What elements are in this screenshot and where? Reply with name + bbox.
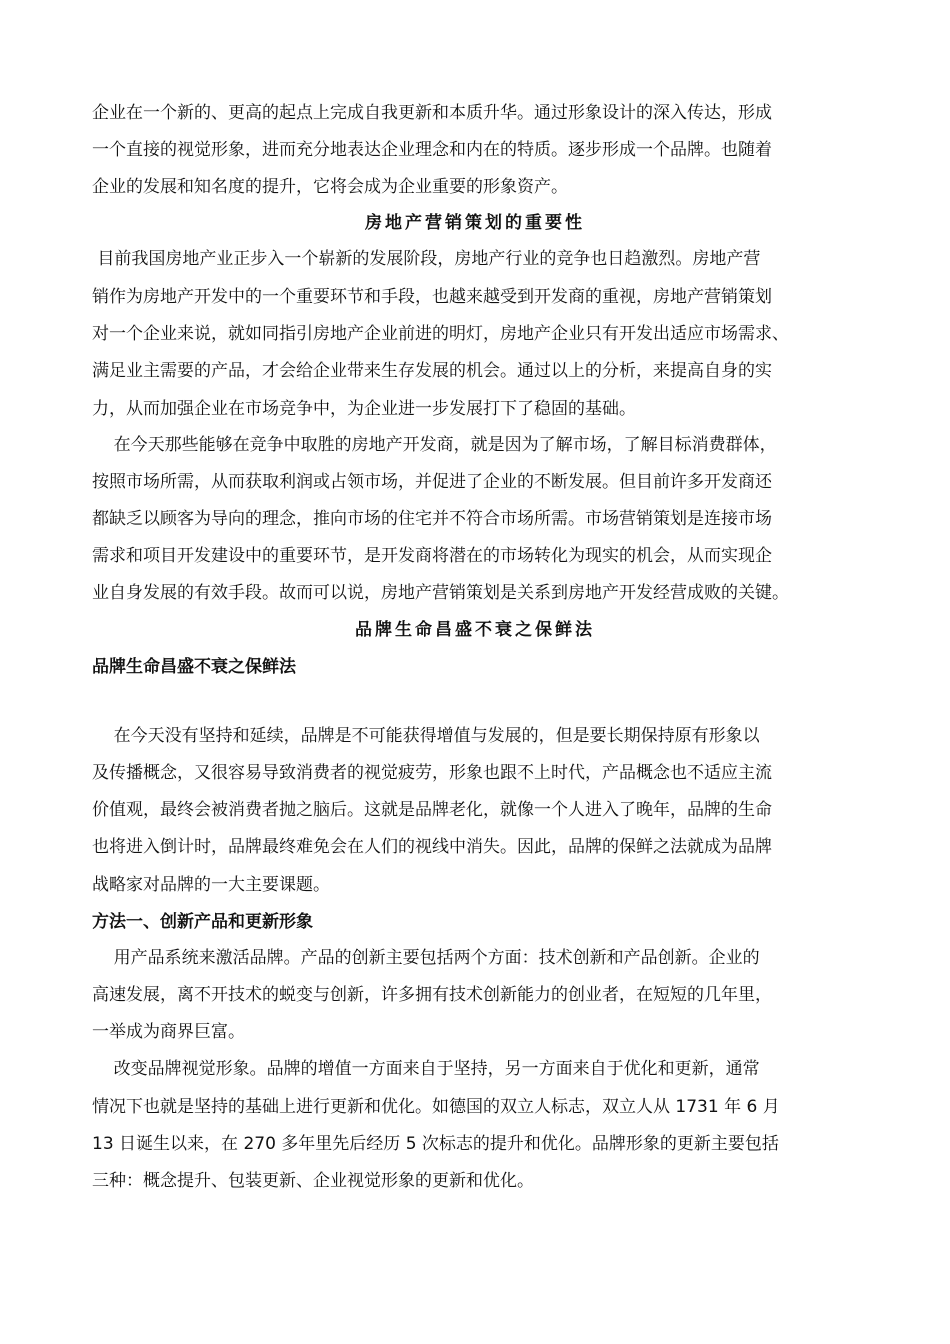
body-line: 及传播概念，又很容易导致消费者的视觉疲劳，形象也跟不上时代，产品概念也不适应主流 — [92, 763, 772, 783]
body-line: 力，从而加强企业在市场竞争中，为企业进一步发展打下了稳固的基础。 — [92, 399, 636, 419]
body-line: 价值观，最终会被消费者抛之脑后。这就是品牌老化，就像一个人进入了晚年，品牌的生命 — [92, 800, 772, 820]
body-line: 都缺乏以顾客为导向的理念，推向市场的住宅并不符合市场所需。市场营销策划是连接市场 — [92, 509, 772, 529]
section-subtitle: 品牌生命昌盛不衰之保鲜法 — [92, 657, 296, 677]
intro-line: 一个直接的视觉形象，进而充分地表达企业理念和内在的特质。逐步形成一个品牌。也随着 — [92, 140, 772, 160]
intro-line: 企业在一个新的、更高的起点上完成自我更新和本质升华。通过形象设计的深入传达，形成 — [92, 103, 772, 123]
body-line: 业自身发展的有效手段。故而可以说，房地产营销策划是关系到房地产开发经营成败的关键。 — [92, 583, 789, 603]
body-line: 目前我国房地产业正步入一个崭新的发展阶段，房地产行业的竞争也日趋激烈。房地产营 — [92, 249, 761, 269]
body-line: 一举成为商界巨富。 — [92, 1022, 245, 1042]
body-line: 改变品牌视觉形象。品牌的增值一方面来自于坚持，另一方面来自于优化和更新，通常 — [92, 1059, 760, 1079]
intro-line: 企业的发展和知名度的提升，它将会成为企业重要的形象资产。 — [92, 177, 568, 197]
body-line: 按照市场所需，从而获取利润或占领市场，并促进了企业的不断发展。但目前许多开发商还 — [92, 472, 772, 492]
body-line: 三种：概念提升、包装更新、企业视觉形象的更新和优化。 — [92, 1171, 534, 1191]
body-line: 战略家对品牌的一大主要课题。 — [92, 875, 330, 895]
body-line: 满足业主需要的产品，才会给企业带来生存发展的机会。通过以上的分析，来提高自身的实 — [92, 361, 772, 381]
body-line: 也将进入倒计时，品牌最终难免会在人们的视线中消失。因此，品牌的保鲜之法就成为品牌 — [92, 837, 772, 857]
body-line: 13 日诞生以来，在 270 多年里先后经历 5 次标志的提升和优化。品牌形象的更新主要包括 — [92, 1134, 779, 1154]
body-line: 情况下也就是坚持的基础上进行更新和优化。如德国的双立人标志，双立人从 1731 年 6 月 — [92, 1097, 780, 1117]
body-line: 销作为房地产开发中的一个重要环节和手段，也越来越受到开发商的重视，房地产营销策划 — [92, 287, 772, 307]
body-line: 对一个企业来说，就如同指引房地产企业前进的明灯，房地产企业只有开发出适应市场需求、 — [92, 324, 789, 344]
section-title: 品牌生命昌盛不衰之保鲜法 — [355, 620, 595, 640]
body-line: 高速发展，离不开技术的蜕变与创新，许多拥有技术创新能力的创业者，在短短的几年里， — [92, 985, 772, 1005]
body-line: 在今天没有坚持和延续，品牌是不可能获得增值与发展的，但是要长期保持原有形象以 — [92, 726, 760, 746]
body-line: 需求和项目开发建设中的重要环节，是开发商将潜在的市场转化为现实的机会，从而实现企 — [92, 546, 772, 566]
body-line: 在今天那些能够在竞争中取胜的房地产开发商，就是因为了解市场，了解目标消费群体， — [92, 435, 777, 455]
body-line: 用产品系统来激活品牌。产品的创新主要包括两个方面：技术创新和产品创新。企业的 — [92, 948, 760, 968]
method-heading: 方法一、创新产品和更新形象 — [92, 912, 313, 932]
section-title: 房地产营销策划的重要性 — [365, 213, 585, 233]
